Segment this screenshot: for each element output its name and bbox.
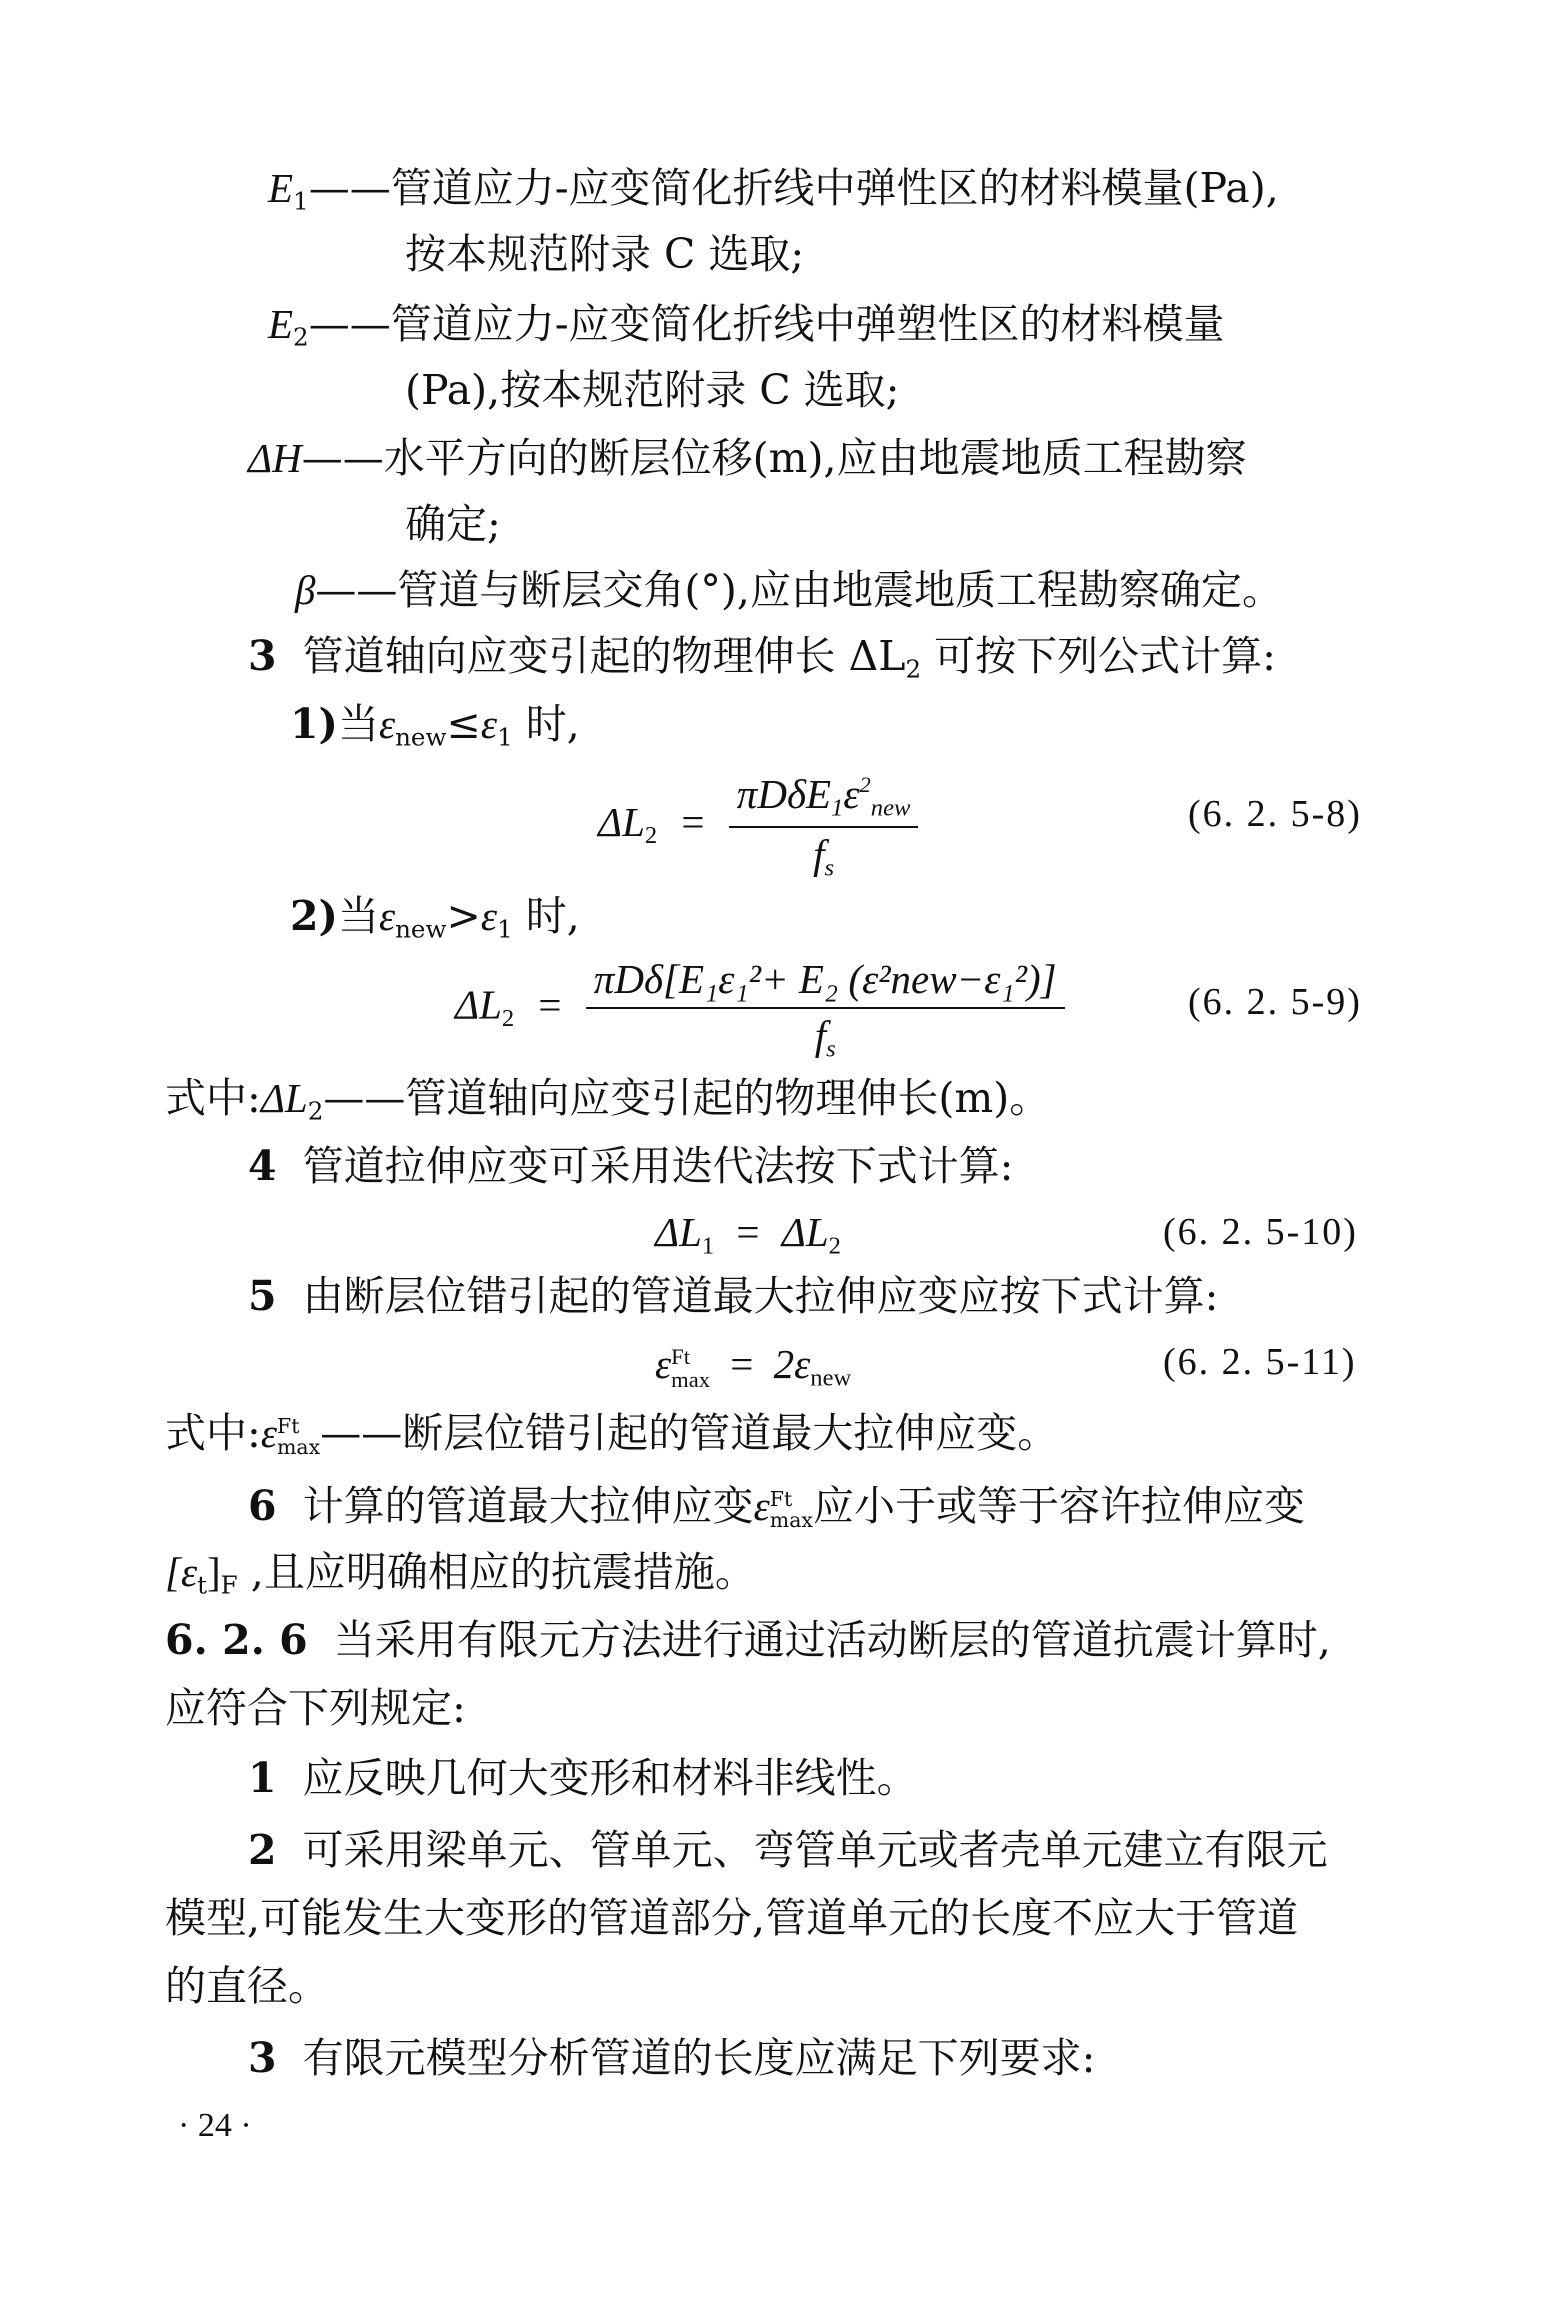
item-6-cont-sub2: F: [220, 1570, 238, 1600]
where-2-dash: ——: [320, 1409, 403, 1457]
eq3-lhs-sub: 1: [701, 1232, 715, 1260]
eq4-lhs-sub: max: [671, 1366, 710, 1392]
def-e2-cont: (Pa),按本规范附录 C 选取;: [405, 366, 900, 414]
eq3-equals: =: [736, 1209, 760, 1255]
eq1-num-eps: ε: [843, 771, 860, 817]
item-5-number: 5: [248, 1272, 277, 1320]
case-1: [290, 696, 580, 765]
sub-item-2: [248, 1822, 1328, 1878]
case-2-text-b: 时,: [512, 892, 580, 940]
eq3-lhs: ΔL: [655, 1209, 702, 1255]
sub-item-3: [248, 2030, 1095, 2086]
def-e2: [268, 296, 1225, 365]
eq4-lhs-sup: Ft: [671, 1344, 690, 1370]
def-e2-text: 管道应力-应变简化折线中弹塑性区的材料模量: [390, 300, 1225, 348]
case-2-text-a: 当: [337, 892, 379, 940]
item-4-text: 管道拉伸应变可采用迭代法按下式计算:: [302, 1142, 1014, 1190]
eq1-lhs: ΔL: [598, 798, 645, 845]
item-5: [248, 1268, 1218, 1324]
case-1-number: 1): [290, 700, 338, 748]
case-1-text-b: 时,: [512, 700, 580, 748]
def-dh-cont: 确定;: [405, 500, 501, 548]
def-beta-text: 管道与断层交角(°),应由地震地质工程勘察确定。: [397, 566, 1283, 614]
item-5-text: 由断层位错引起的管道最大拉伸应变应按下式计算:: [302, 1272, 1219, 1320]
case-2-eps1: ε: [480, 893, 498, 939]
case-1-text-a: 当: [337, 700, 379, 748]
item-6-cont: [165, 1544, 756, 1613]
eq2-lhs: ΔL: [455, 981, 502, 1028]
def-beta-symbol: β: [295, 567, 316, 613]
case-2-number: 2): [290, 892, 338, 940]
def-e1: [268, 160, 1279, 229]
eq2-fraction: [586, 955, 1065, 1063]
where-2-symbol: ε: [260, 1410, 277, 1456]
eq2-den-sub: s: [826, 1035, 836, 1063]
eq1-num-sub: 1: [831, 794, 844, 822]
item-3-tail: 可按下列公式计算:: [921, 632, 1276, 680]
where-2-sub: max: [276, 1434, 321, 1459]
def-e1-text: 管道应力-应变简化折线中弹性区的材料模量(Pa),: [390, 164, 1279, 212]
def-e1-cont: 按本规范附录 C 选取;: [405, 230, 805, 278]
item-4-number: 4: [248, 1142, 277, 1190]
section-6-2-6-text: 当采用有限元方法进行通过活动断层的管道抗震计算时,: [333, 1616, 1331, 1664]
def-e1-sub: 1: [293, 186, 309, 216]
sub-item-2-cont-2: 的直径。: [165, 1962, 329, 2010]
section-6-2-6-cont: 应符合下列规定:: [165, 1684, 466, 1732]
eq1-number: (6. 2. 5-8): [1188, 793, 1362, 835]
equation-3: [655, 1204, 841, 1274]
sub-item-1: [248, 1750, 918, 1806]
section-6-2-6: [165, 1612, 1331, 1668]
eq4-lhs-scripts: [671, 1346, 710, 1391]
sub-item-3-number: 3: [248, 2034, 277, 2082]
item-6-scripts: [770, 1489, 813, 1530]
case-1-sub1: 1: [497, 722, 513, 752]
item-6: [248, 1478, 1305, 1534]
case-2-relation: >: [446, 892, 481, 940]
item-3: [248, 628, 1276, 697]
item-6-cont-text: ,且应明确相应的抗震措施。: [237, 1548, 756, 1596]
where-1-symbol: ΔL: [260, 1075, 308, 1121]
where-2: [165, 1405, 1058, 1461]
eq2-equals: =: [538, 981, 562, 1028]
eq1-fraction: [729, 770, 919, 883]
item-3-number: 3: [248, 632, 277, 680]
case-2-sub-new: new: [395, 914, 447, 944]
def-e1-symbol: E: [268, 165, 294, 211]
section-6-2-6-number: 6. 2. 6: [165, 1616, 308, 1664]
sub-item-1-number: 1: [248, 1754, 277, 1802]
eq1-equals: =: [681, 798, 705, 845]
case-1-eps: ε: [378, 701, 396, 747]
item-6-text-a: 计算的管道最大拉伸应变: [302, 1482, 754, 1530]
eq4-rhs: 2ε: [773, 1341, 811, 1387]
case-1-sub-new: new: [395, 722, 447, 752]
eq1-den-sub: s: [824, 854, 835, 882]
eq2-lhs-sub: 2: [501, 1004, 515, 1032]
case-1-relation: ≤: [446, 700, 481, 748]
where-1: [165, 1070, 1050, 1139]
eq4-rhs-sub: new: [810, 1364, 852, 1392]
equation-4: [655, 1336, 851, 1406]
where-2-scripts: [277, 1416, 320, 1457]
sub-item-3-text: 有限元模型分析管道的长度应满足下列要求:: [302, 2034, 1096, 2082]
eq1-num-main: πDδE: [736, 771, 832, 817]
eq1-num-sub2: new: [870, 794, 911, 822]
def-dh-symbol: ΔH: [248, 435, 302, 481]
case-2-eps: ε: [378, 893, 396, 939]
sub-item-2-number: 2: [248, 1826, 277, 1874]
def-dh-dash: ——: [301, 434, 384, 482]
case-1-eps1: ε: [480, 701, 498, 747]
eq2-number: (6. 2. 5-9): [1188, 981, 1362, 1023]
eq2-den-main: f: [814, 1012, 827, 1058]
eq1-num-sup: 2: [859, 772, 871, 798]
eq1-numerator: [729, 770, 919, 828]
def-dh: [248, 430, 1247, 486]
item-4: [248, 1138, 1013, 1194]
eq2-numerator: πDδ[E₁ε₁²+ E₂ (ε²new−ε₁²)]: [586, 955, 1065, 1009]
def-beta: [295, 562, 1283, 618]
eq2-denominator: [586, 1009, 1065, 1063]
eq3-rhs: ΔL: [781, 1209, 829, 1255]
where-1-sub: 2: [307, 1096, 324, 1126]
page-number: · 24 ·: [178, 2107, 252, 2144]
case-2-sub1: 1: [497, 914, 513, 944]
sub-item-2-text: 可采用梁单元、管单元、弯管单元或者壳单元建立有限元: [302, 1826, 1328, 1874]
where-1-prefix: 式中:: [165, 1074, 261, 1122]
eq4-lhs: ε: [655, 1341, 672, 1387]
item-6-text-b: 应小于或等于容许拉伸应变: [813, 1482, 1305, 1530]
sub-item-1-text: 应反映几何大变形和材料非线性。: [302, 1754, 918, 1802]
where-1-text: 管道轴向应变引起的物理伸长(m)。: [405, 1074, 1051, 1122]
equation-1: [598, 770, 918, 883]
eq4-equals: =: [730, 1341, 754, 1387]
def-beta-dash: ——: [315, 566, 398, 614]
def-e2-dash: ——: [308, 300, 391, 348]
where-1-dash: ——: [323, 1074, 406, 1122]
where-2-sup: Ft: [276, 1414, 300, 1438]
item-3-sub: 2: [905, 654, 922, 684]
item-6-symbol: ε: [753, 1483, 770, 1529]
where-2-text: 断层位错引起的管道最大拉伸应变。: [402, 1409, 1059, 1457]
eq1-den-main: f: [813, 831, 825, 878]
eq4-number: (6. 2. 5-11): [1163, 1341, 1357, 1383]
def-e2-symbol: E: [268, 301, 294, 347]
item-6-number: 6: [248, 1482, 277, 1530]
item-6-cont-symbol: [ε: [165, 1549, 198, 1595]
item-3-text: 管道轴向应变引起的物理伸长 ΔL: [302, 632, 906, 680]
eq3-number: (6. 2. 5-10): [1163, 1211, 1358, 1253]
eq1-lhs-sub: 2: [644, 822, 658, 850]
def-dh-text: 水平方向的断层位移(m),应由地震地质工程勘察: [383, 434, 1247, 482]
case-2: [290, 888, 580, 957]
eq1-denominator: [729, 828, 919, 882]
item-6-cont-close: ]: [207, 1549, 221, 1595]
def-e2-sub: 2: [293, 322, 309, 352]
def-e1-dash: ——: [308, 164, 391, 212]
item-6-sub: max: [769, 1507, 813, 1532]
equation-2: [455, 955, 1065, 1063]
sub-item-2-cont-1: 模型,可能发生大变形的管道部分,管道单元的长度不应大于管道: [165, 1894, 1299, 1942]
item-6-sup: Ft: [769, 1487, 793, 1511]
eq3-rhs-sub: 2: [828, 1232, 841, 1260]
where-2-prefix: 式中:: [165, 1409, 261, 1457]
item-6-cont-sub: t: [197, 1570, 208, 1600]
